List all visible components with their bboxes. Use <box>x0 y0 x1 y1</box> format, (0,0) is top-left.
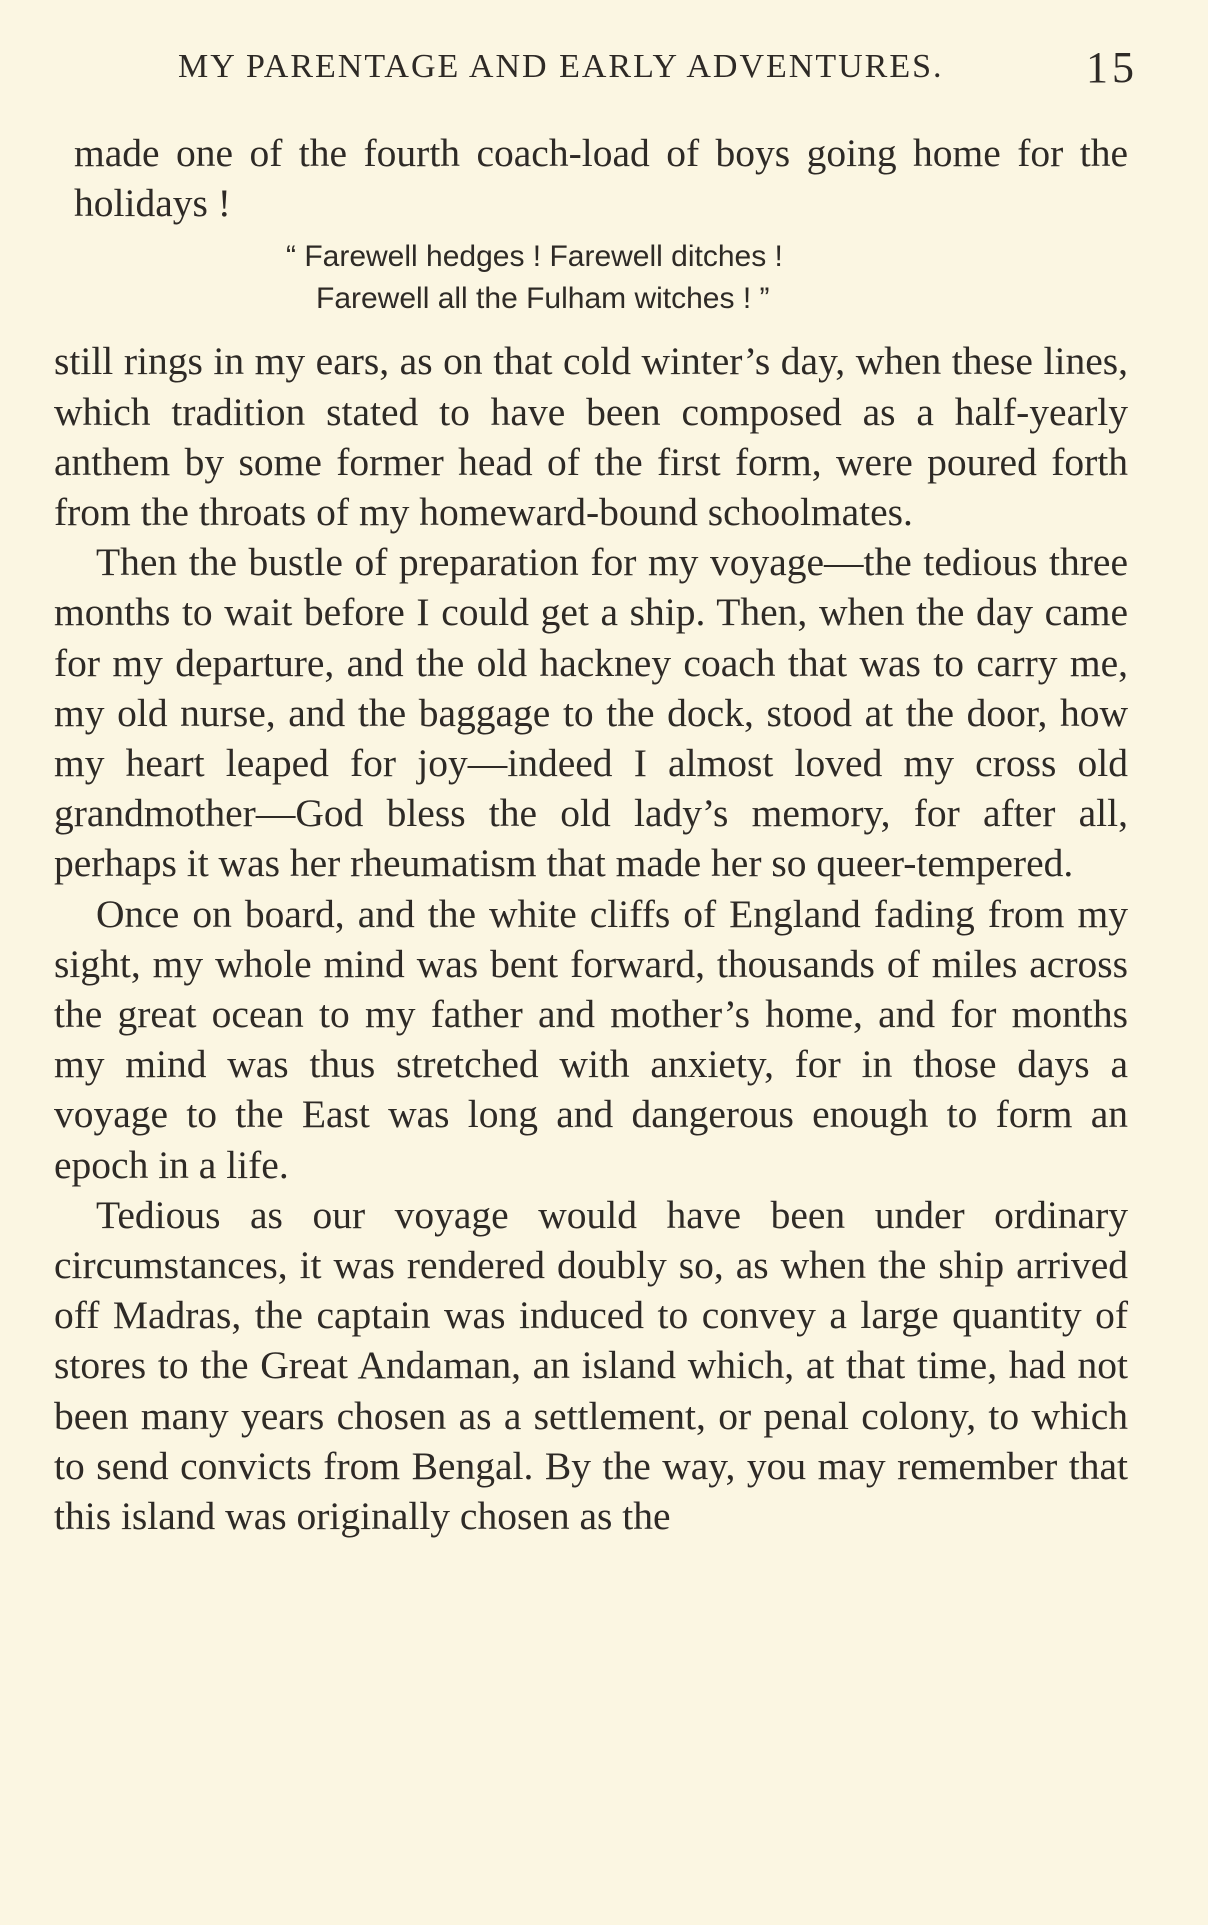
running-title: MY PARENTAGE AND EARLY ADVENTURES. <box>178 48 944 85</box>
opening-paragraph: made one of the fourth coach-load of boys going home for the holidays ! <box>74 131 1128 226</box>
page-number: 15 <box>1086 43 1138 92</box>
paragraph-2: Then the bustle of preparation for my voyage—the tedious three months to wait before I could get a ship. Then, when the day came for my departure, and the old hackney coach that was to carry me, my old nurse, and the baggage to the dock, stood at the door, how my heart leaped for joy—indeed I almost loved my cross old grandmother—God bless the old lady’s memory, for after all, perhaps it was her rheumatism that made her so queer-tempered. <box>54 540 1128 886</box>
paragraph-4: Tedious as our voyage would have been under ordinary circumstances, it was rendered doubly so, as when the ship arrived off Madras, the captain was induced to convey a large quantity of stores to the Great Andaman, an island which, at that time, had not been many years chosen as a settlement, or penal colony, to which to send convicts from Bengal. By the way, you may remember that this island was originally chosen as the <box>54 1192 1128 1539</box>
body-text <box>54 128 1128 1541</box>
verse-line-1: “ Farewell hedges ! Farewell ditches ! <box>286 240 783 274</box>
paragraph-3: Once on board, and the white cliffs of England fading from my sight, my whole mind was bent forward, thousands of miles across the great ocean to my father and mother’s home, and for months my mind was thus stretched with anxiety, for in those days a voyage to the East was long and dangerous enough to form an epoch in a life. <box>54 891 1128 1187</box>
paragraph-1: still rings in my ears, as on that cold winter’s day, when these lines, which tradition stated to have been composed as a half-yearly anthem by some former head of the first form, were poured forth from the throats of my homeward-bound schoolmates. <box>54 339 1128 535</box>
verse-line-2: Farewell all the Fulham witches ! ” <box>316 282 770 316</box>
verse-quotation <box>54 236 1128 320</box>
running-head <box>178 42 1138 92</box>
